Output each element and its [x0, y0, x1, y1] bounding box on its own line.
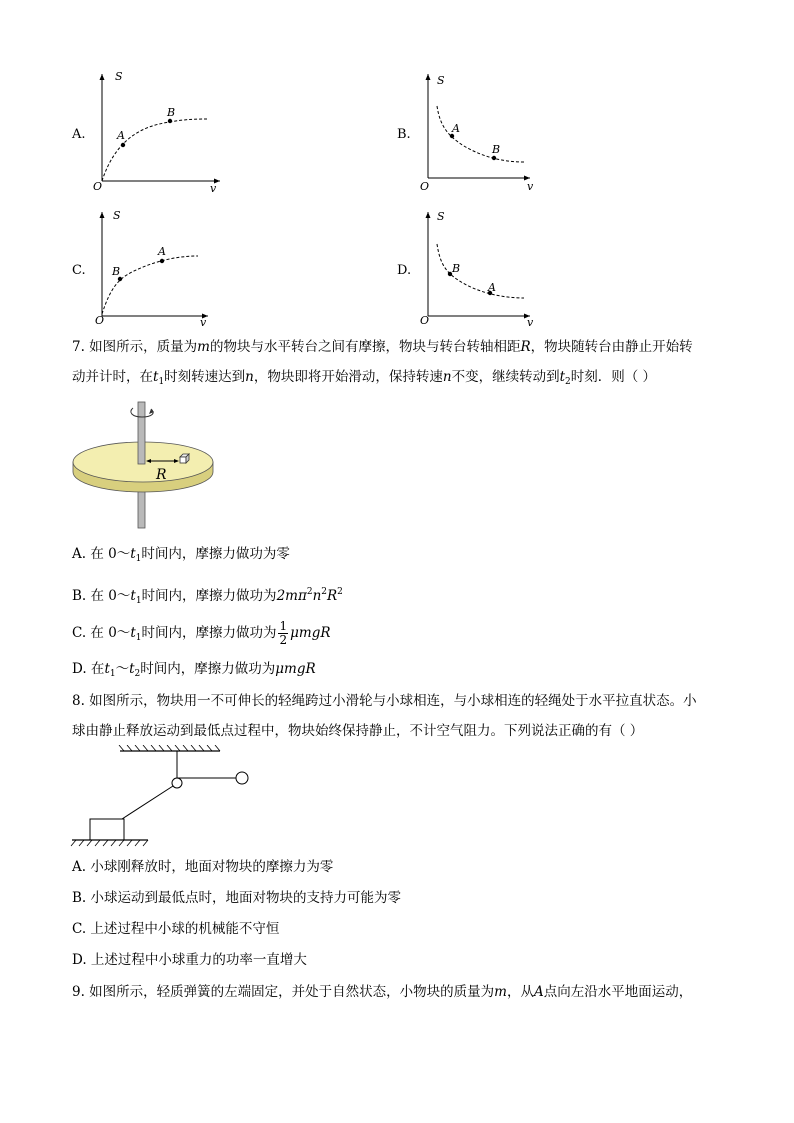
q8-stem-line2: 球由静止释放运动到最低点过程中，物块始终保持静止，不计空气阻力。下列说法正确的有（ ） [72, 723, 644, 739]
graph-option-c [90, 204, 230, 334]
y-axis-label: S [437, 74, 445, 87]
q7-option-c: C. 在 $0\sim t_1$时间内，摩擦力做功为 $\frac{1}{2}$ μmgR [72, 619, 331, 647]
ground-hatch [71, 840, 148, 846]
point-2 [168, 119, 172, 123]
q8-option-c: C. 上述过程中小球的机械能不守恒 [72, 921, 280, 937]
graph-option-d [416, 204, 556, 334]
origin-label: O [93, 180, 103, 193]
option-c-label: C. [72, 263, 86, 278]
x-axis-label: v [527, 180, 534, 193]
option-a-label: A. [72, 127, 86, 142]
x-axis-label: v [527, 316, 534, 329]
ball [236, 772, 248, 784]
axis-rod-upper [138, 402, 145, 464]
y-axis-arrow [426, 74, 431, 80]
option-d-label: D. [397, 263, 412, 278]
point-1-label: A [452, 122, 460, 135]
turntable-figure [70, 400, 220, 535]
point-2 [492, 156, 496, 160]
y-axis-label: S [113, 209, 121, 222]
q8-option-a: A. 小球刚释放时，地面对物块的摩擦力为零 [72, 859, 334, 875]
x-axis-label: v [210, 182, 217, 195]
block [90, 819, 124, 840]
point-2-label: B [167, 106, 176, 119]
origin-label: O [420, 180, 430, 193]
y-axis-arrow [100, 212, 105, 218]
y-axis-arrow [426, 212, 431, 218]
curve [437, 106, 524, 162]
x-axis-label: v [200, 316, 207, 329]
pulley-figure [70, 745, 260, 850]
point-2 [160, 259, 164, 263]
y-axis-label: S [437, 210, 445, 223]
pulley [172, 778, 182, 788]
origin-label: O [420, 314, 430, 327]
q8-option-b: B. 小球运动到最低点时，地面对物块的支持力可能为零 [72, 890, 402, 906]
q7-option-b: B. 在 $0\sim t_1$时间内，摩擦力做功为$2m\pi^2n^2R^2$ [72, 587, 343, 606]
q7-option-a: A. 在 $0\sim t_1$时间内，摩擦力做功为零 [72, 546, 290, 564]
radius-label: R [156, 467, 167, 483]
q7-stem-line1: 7. 如图所示，质量为m的物块与水平转台之间有摩擦，物块与转台转轴相距R，物块随转台由静止开始转 [72, 339, 693, 355]
q8-stem-line1: 8. 如图所示，物块用一不可伸长的轻绳跨过小滑轮与小球相连，与小球相连的轻绳处于水平拉直状态。小 [72, 693, 697, 709]
curve [437, 244, 524, 298]
fraction: $\frac{1}{2}$ [279, 619, 288, 647]
origin-label: O [95, 314, 105, 327]
graph-option-b [416, 66, 556, 196]
point-2-label: B [492, 143, 501, 156]
graph-option-a [90, 66, 230, 196]
block [180, 457, 186, 463]
point-2-label: A [158, 245, 166, 258]
point-2-label: A [488, 281, 496, 294]
y-axis-label: S [115, 70, 123, 83]
point-1-label: A [117, 129, 125, 142]
q9-stem-line1: 9. 如图所示，轻质弹簧的左端固定，并处于自然状态，小物块的质量为m，从A点向左沿水平地面运动， [72, 984, 693, 1000]
q7-option-d: D. 在$t_1\sim t_2$时间内，摩擦力做功为μmgR [72, 661, 316, 679]
y-axis-arrow [100, 74, 105, 80]
q8-option-d: D. 上述过程中小球重力的功率一直增大 [72, 952, 307, 968]
ceiling-hatch [119, 745, 220, 751]
option-b-label: B. [397, 127, 411, 142]
q7-stem-line2: 动并计时，在$t_1$时刻转速达到n，物块即将开始滑动，保持转速n不变，继续转动到$t_2$时刻．则（ ） [72, 369, 657, 387]
point-1-label: B [112, 265, 121, 278]
point-1-label: B [452, 262, 461, 275]
point-1 [121, 143, 125, 147]
slanted-rope [122, 786, 173, 819]
